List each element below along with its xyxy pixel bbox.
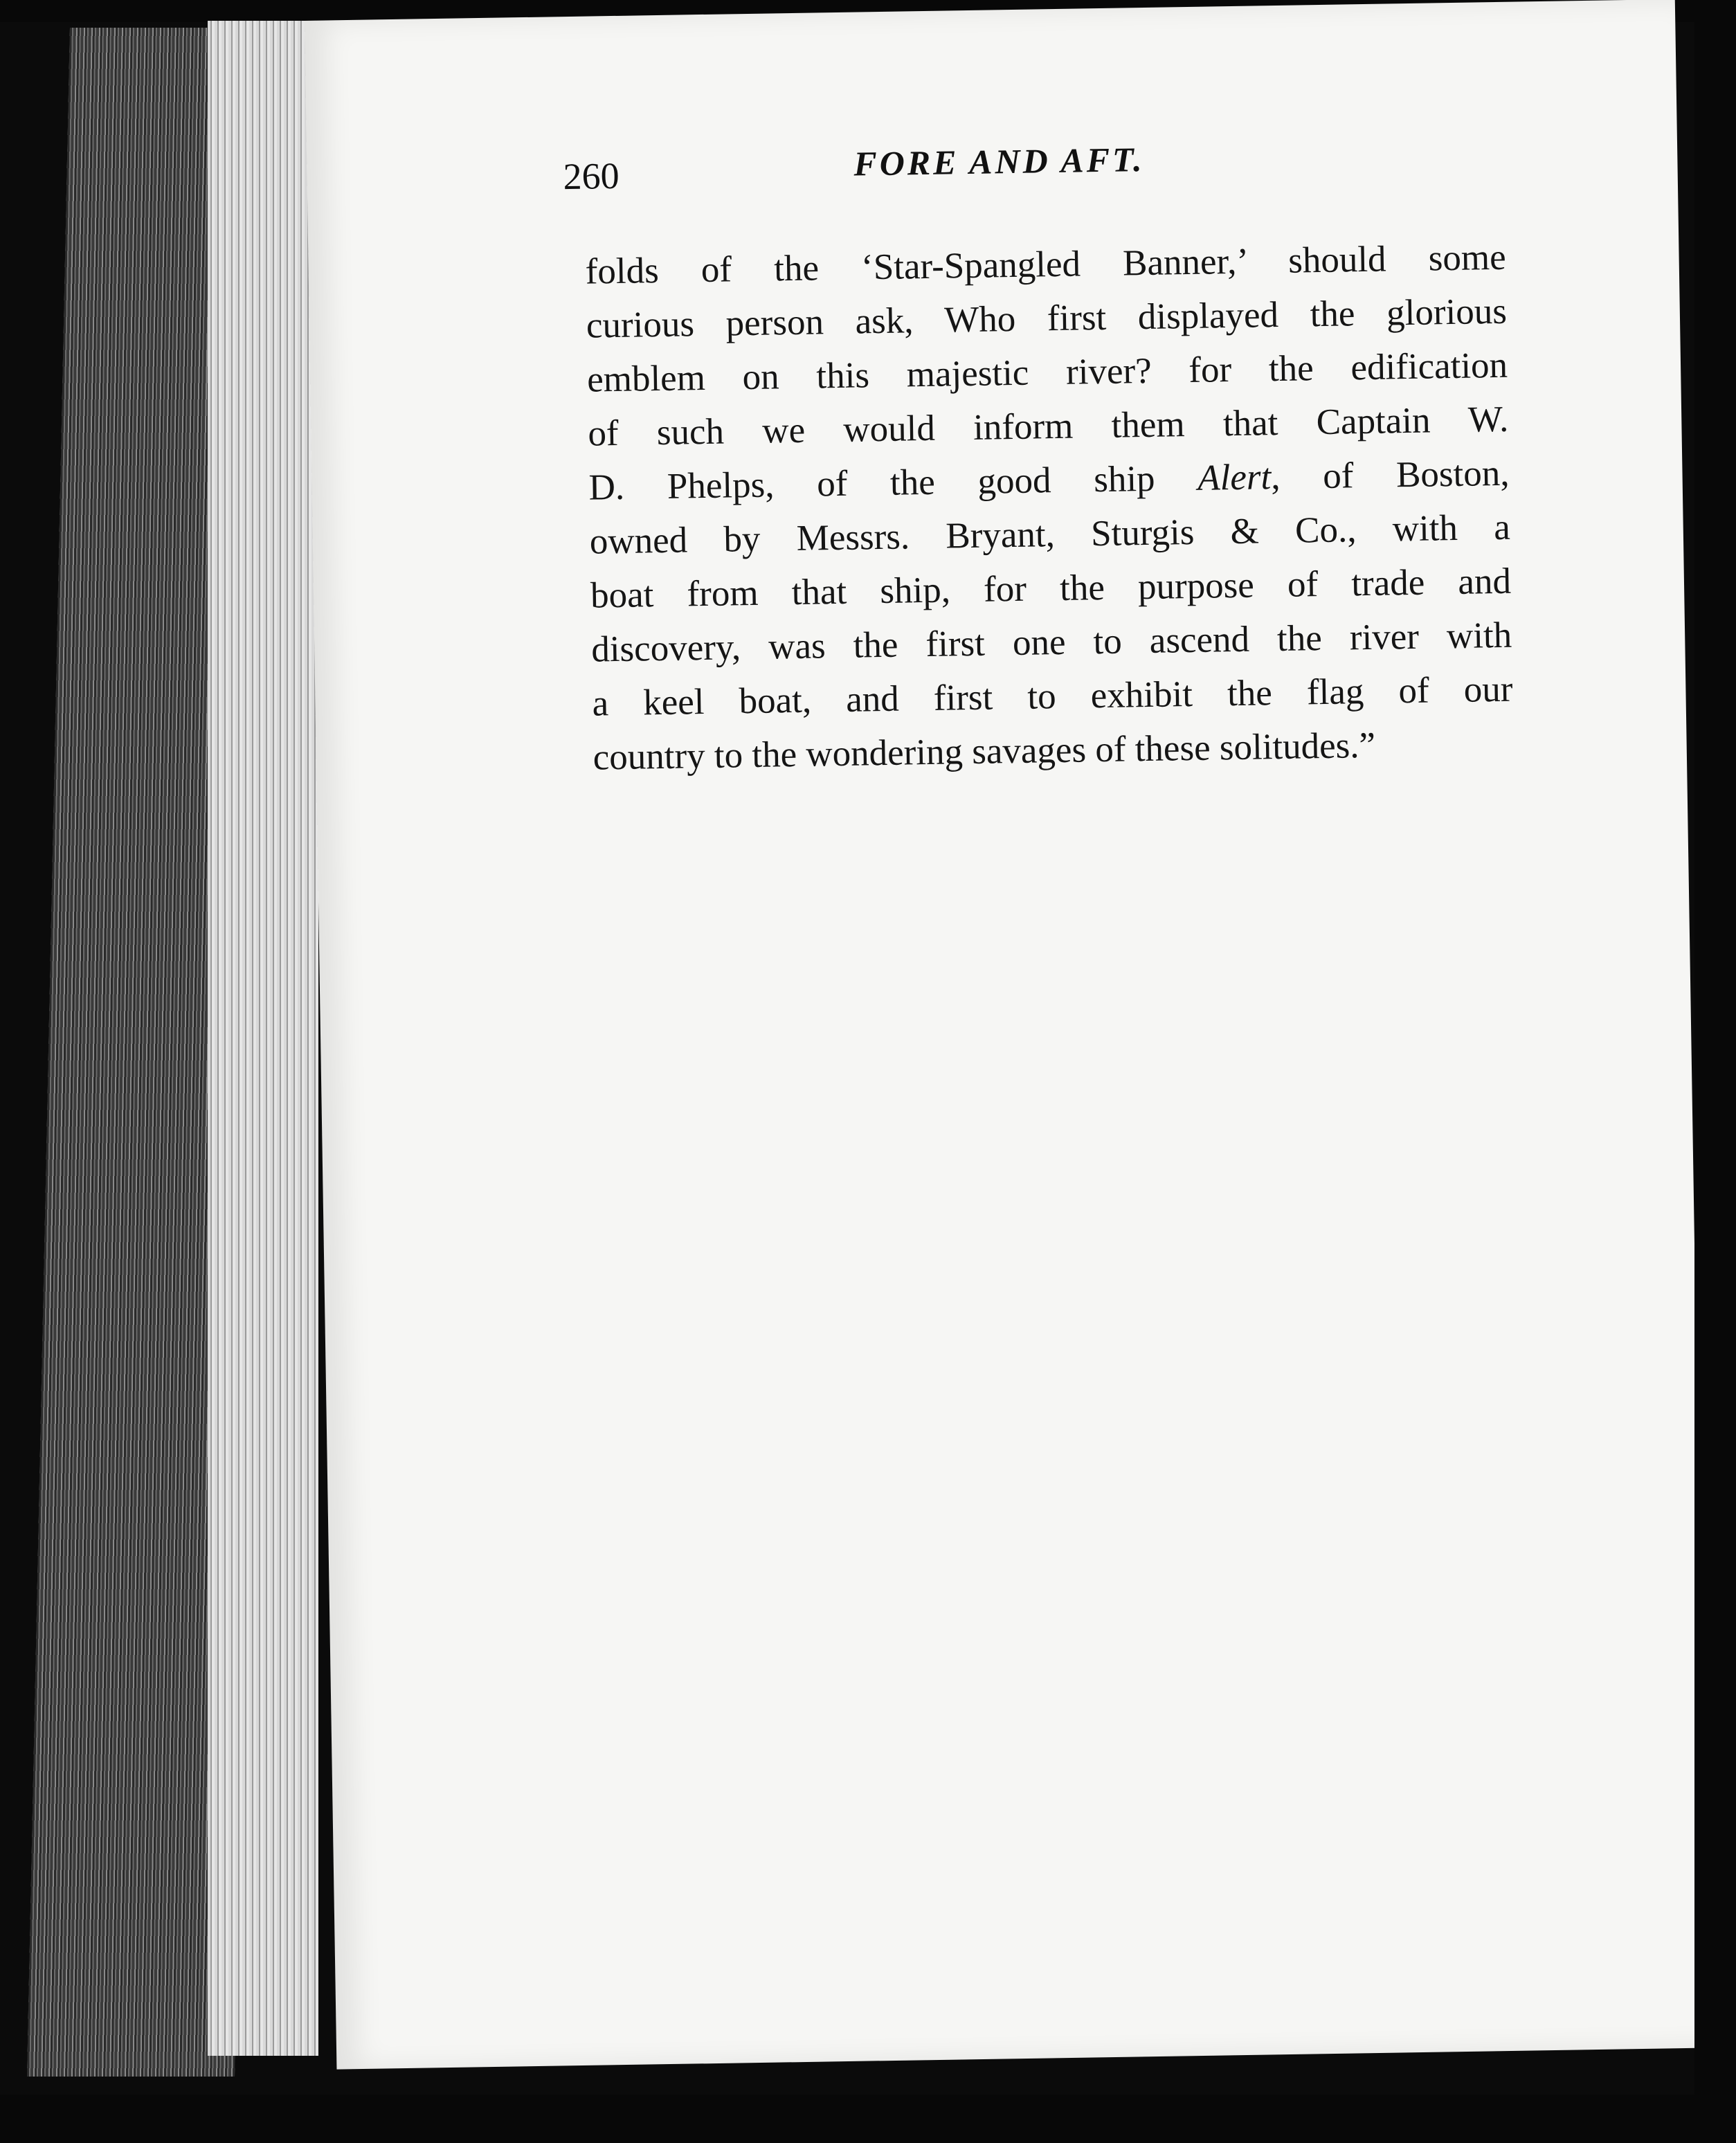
- text-line: a keel boat, and first to exhibit the flag of our: [592, 669, 1513, 724]
- text-line: boat from that ship, for the purpose of trade and: [590, 561, 1512, 616]
- text-line: discovery, was the first one to ascend the river with: [590, 615, 1512, 670]
- text-segment: , of Boston,: [1270, 453, 1510, 498]
- text-line: curious person ask, Who first displayed the glorious: [586, 291, 1508, 346]
- scan-border-right: [1694, 0, 1736, 2143]
- text-line: of such we would inform them that Captain W.: [587, 399, 1509, 454]
- text-line: owned by Messrs. Bryant, Sturgis & Co., with a: [589, 507, 1511, 562]
- text-line: country to the wondering savages of these solitudes.”: [593, 725, 1376, 778]
- running-title: FORE AND AFT.: [853, 139, 1145, 183]
- text-line: emblem on this majestic river? for the edification: [586, 345, 1508, 400]
- text-line: folds of the ‘Star-Spangled Banner,’ should some: [585, 237, 1507, 292]
- running-head: [563, 134, 1491, 204]
- book-page: [305, 0, 1707, 2070]
- page-number: 260: [563, 154, 620, 198]
- body-paragraph: [585, 230, 1514, 785]
- ship-name-italic: Alert: [1197, 457, 1272, 498]
- scan-border-bottom: [0, 2095, 1736, 2143]
- text-segment: D. Phelps, of the good ship: [588, 458, 1156, 508]
- book-page-edges-light: [208, 21, 318, 2056]
